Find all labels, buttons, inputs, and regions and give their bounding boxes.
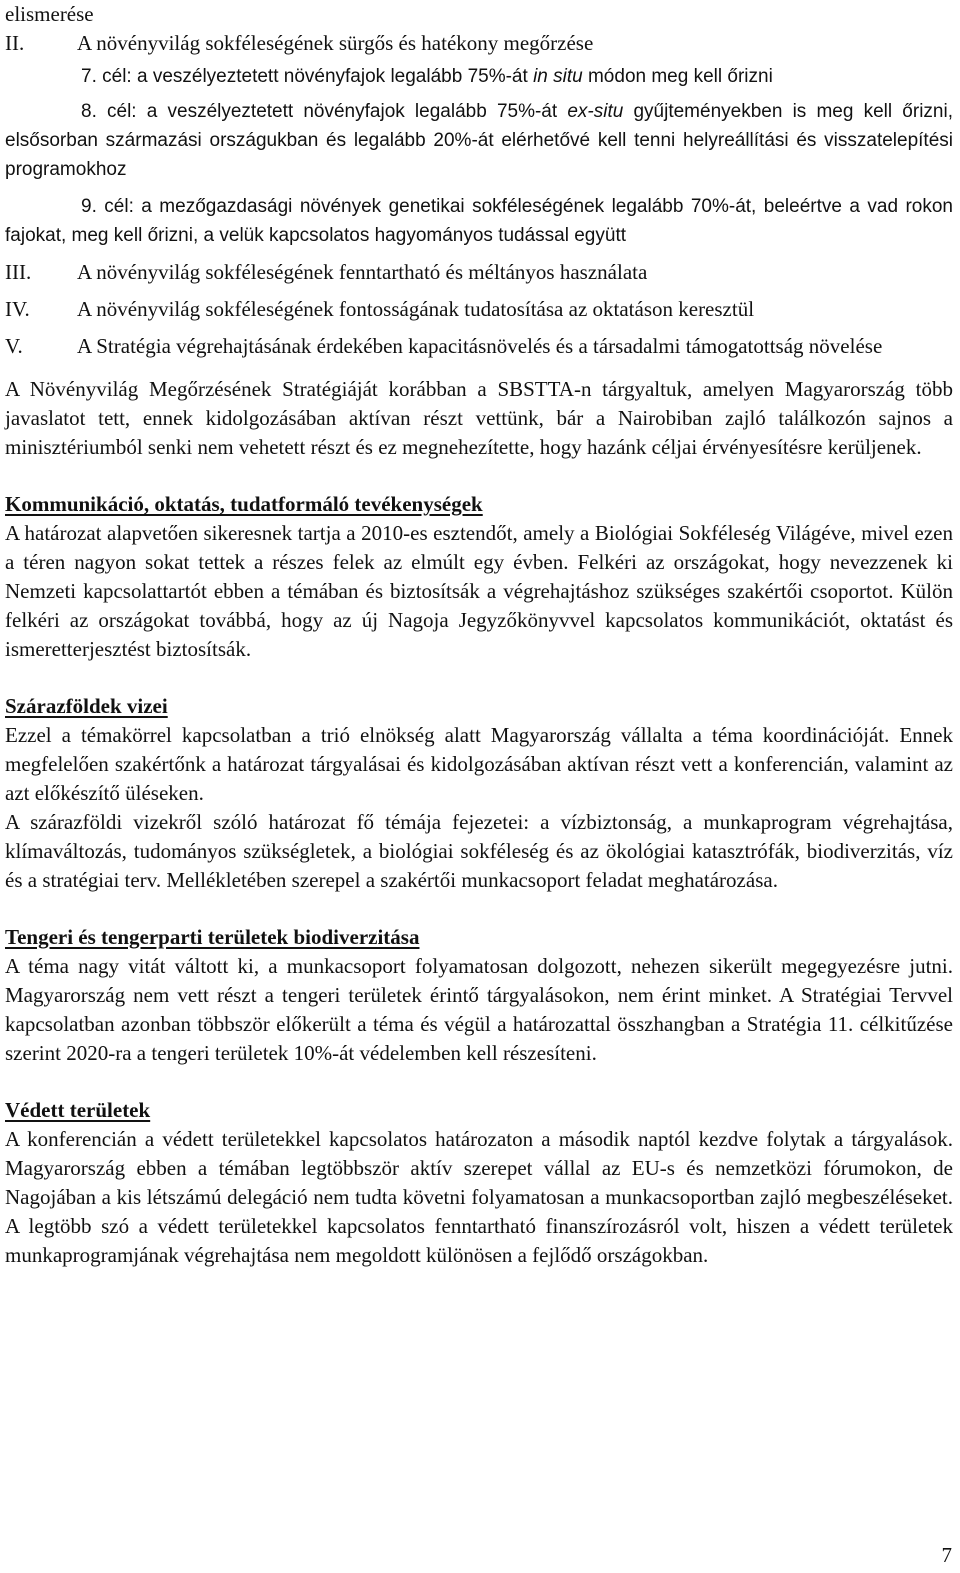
heading-inland-waters: Szárazföldek vizei bbox=[5, 694, 168, 718]
section-4 bbox=[5, 295, 953, 324]
strategy-paragraph: A Növényvilág Megőrzésének Stratégiáját korábban a SBSTTA-n tárgyaltuk, amelyen Magyarország több javaslatot tett, ennek kidolgozásában aktívan részt vettünk, bár a Nairobiban zajló találkozón sajnos a minisztériumból senki nem vehetett részt és ez megnehezítette, hogy hazánk céljai érvényesítésre kerüljenek. bbox=[5, 377, 953, 459]
goal-9: 9. cél: a mezőgazdasági növények genetikai sokféleségének legalább 70%-át, beleértve a vad rokon fajokat, meg kell őrizni, a velük kapcsolatos hagyományos tudással együtt bbox=[5, 196, 953, 246]
section-number: V. bbox=[5, 334, 23, 358]
section-number: II. bbox=[5, 31, 25, 55]
page-number: 7 bbox=[941, 1543, 952, 1567]
section-title: A növényvilág sokféleségének fontosságának tudatosítása az oktatáson keresztül bbox=[77, 297, 755, 321]
goal-7: 7. cél: a veszélyeztetett növényfajok legalább 75%-át in situ módon meg kell őrizni bbox=[81, 66, 773, 87]
top-fragment: elismerése bbox=[5, 2, 94, 26]
inland-waters-paragraph-2: A szárazföldi vizekről szóló határozat fő témája fejezetei: a vízbiztonság, a munkaprogram végrehajtása, klímaváltozás, tudományos szükségletek, a biológiai sokféleség és az ökológiai katasztrófák, biodiverzitás, víz és a stratégiai terv. Mellékletében szerepel a szakértői munkacsoport feladat meghatározása. bbox=[5, 810, 953, 892]
protected-areas-paragraph: A konferencián a védett területekkel kapcsolatos határozaton a második naptól kezdve folytak a tárgyalások. Magyarország ebben a témában legtöbbször aktív szerepet vállal az EU-s és nemzetközi fórumokon, de Nagojában a kis létszámú delegáció nem tudta követni folyamatosan a munkacsoportban zajló megbeszéléseket. A legtöbb szó a védett területekkel kapcsolatos fenntartható finanszírozásról volt, hiszen a védett területek munkaprogramjának végrehajtása nem megoldott különösen a fejlődő országokban. bbox=[5, 1127, 953, 1267]
section-5 bbox=[5, 332, 953, 361]
heading-communication: Kommunikáció, oktatás, tudatformáló tevékenységek bbox=[5, 492, 483, 516]
section-2 bbox=[5, 29, 953, 58]
heading-marine: Tengeri és tengerparti területek biodiverzitása bbox=[5, 925, 420, 949]
communication-paragraph: A határozat alapvetően sikeresnek tartja a 2010-es esztendőt, amely a Biológiai Sokféleség Világéve, mivel ezen a téren nagyon sokat tettek a részes felek az elmúlt egy évben. Felkéri az országokat, hogy nevezzenek ki Nemzeti kapcsolattartót ebben a témában és biztosítsák a végrehajtáshoz szükséges szakértői csoportot. Külön felkéri az országokat továbbá, hogy az új Nagoja Jegyzőkönyvvel kapcsolatos kommunikációt, oktatást és ismeretterjesztést biztosítsák. bbox=[5, 521, 953, 661]
document-page bbox=[5, 0, 953, 1270]
section-3 bbox=[5, 258, 953, 287]
section-number: IV. bbox=[5, 297, 30, 321]
marine-paragraph: A téma nagy vitát váltott ki, a munkacsoport folyamatosan dolgozott, nehezen sikerült megegyezésre jutni. Magyarország nem vett részt a tengeri területek érintő tárgyalásokon, nem érint minket. A Stratégiai Tervvel kapcsolatban azonban többször előkerült a téma és végül a határozattal összhangban a Stratégia 11. célkitűzése szerint 2020-ra a tengeri területek 10%-át védelemben kell részesíteni. bbox=[5, 954, 953, 1065]
section-number: III. bbox=[5, 260, 32, 284]
heading-protected-areas: Védett területek bbox=[5, 1098, 151, 1122]
section-title: A növényvilág sokféleségének fenntartható és méltányos használata bbox=[77, 260, 648, 284]
inland-waters-paragraph-1: Ezzel a témakörrel kapcsolatban a trió elnökség alatt Magyarország vállalta a téma koordinációját. Ennek megfelelően szakértőnk a határozat tárgyalásai és kidolgozásában aktívan részt vett a konferencián, valamint az azt előkészítő üléseken. bbox=[5, 723, 953, 805]
goal-8: 8. cél: a veszélyeztetett növényfajok legalább 75%-át ex-situ gyűjteményekben is meg kell őrizni, elsősorban származási országukban és legalább 20%-át elérhetővé kell tenni helyreállítási és visszatelepítési programokhoz bbox=[5, 101, 953, 180]
section-title: A Stratégia végrehajtásának érdekében kapacitásnövelés és a társadalmi támogatottság növelése bbox=[77, 334, 883, 358]
section-title: A növényvilág sokféleségének sürgős és hatékony megőrzése bbox=[77, 31, 594, 55]
